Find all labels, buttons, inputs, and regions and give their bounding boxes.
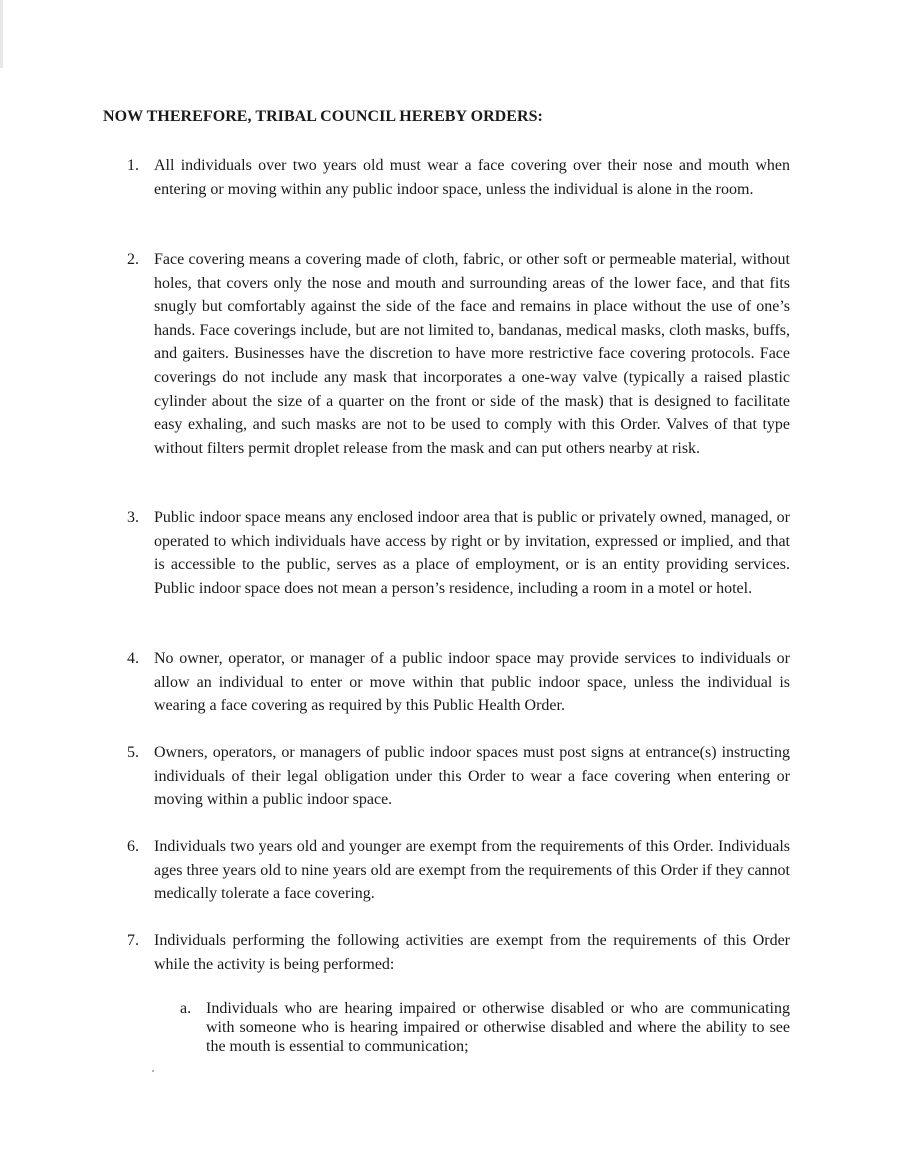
item-number: 5. xyxy=(127,744,139,761)
scan-speck xyxy=(152,1070,154,1072)
order-item-6 xyxy=(127,835,790,906)
scan-edge-mark xyxy=(0,0,3,68)
item-text: No owner, operator, or manager of a public indoor space may provide services to individuals or allow an individual to enter or move within that public indoor space, unless the individual is wearing a face covering as required by this Public Health Order. xyxy=(154,650,790,715)
item-number: 7. xyxy=(127,932,139,949)
subitem-text: Individuals who are hearing impaired or otherwise disabled or who are communicating with someone who is hearing impaired or otherwise disabled and where the ability to see the mouth is essential to communication; xyxy=(206,1000,790,1055)
item-text: All individuals over two years old must wear a face covering over their nose and mouth when entering or moving within any public indoor space, unless the individual is alone in the room. xyxy=(154,157,790,198)
order-item-5 xyxy=(127,741,790,812)
order-item-4 xyxy=(127,647,790,718)
item-text: Individuals two years old and younger are exempt from the requirements of this Order. Individuals ages three years old to nine years old are exempt from the requirements of this Order if they cannot medically tolerate a face covering. xyxy=(154,838,790,903)
item-number: 2. xyxy=(127,251,139,268)
order-item-2 xyxy=(127,248,790,460)
item-text: Public indoor space means any enclosed indoor area that is public or privately owned, managed, or operated to which individuals have access by right or by invitation, expressed or implied, and that is accessible to the public, serves as a place of employment, or is an entity providing services. Public indoor space does not mean a person’s residence, including a room in a motel or hotel. xyxy=(154,509,790,597)
order-item-1 xyxy=(127,154,790,201)
item-number: 1. xyxy=(127,157,139,174)
subitem-letter: a. xyxy=(180,1000,192,1017)
item-text: Face covering means a covering made of cloth, fabric, or other soft or permeable material, without holes, that covers only the nose and mouth and surrounding areas of the lower face, and that fits snugly but comfortably against the side of the face and remains in place without the use of one’s hands. Face coverings include, but are not limited to, bandanas, medical masks, cloth masks, buffs, and gaiters. Businesses have the discretion to have more restrictive face covering protocols. Face coverings do not include any mask that incorporates a one-way valve (typically a raised plastic cylinder about the size of a quarter on the front or side of the mask) that is designed to facilitate easy exhaling, and such masks are not to be used to comply with this Order. Valves of that type without filters permit droplet release from the mask and can put others nearby at risk. xyxy=(154,251,790,457)
item-number: 4. xyxy=(127,650,139,667)
item-text: Owners, operators, or managers of public indoor spaces must post signs at entrance(s) instructing individuals of their legal obligation under this Order to wear a face covering when entering or moving within a public indoor space. xyxy=(154,744,790,809)
order-item-7 xyxy=(127,929,790,976)
item-number: 3. xyxy=(127,509,139,526)
order-subitem-a xyxy=(180,999,790,1056)
item-text: Individuals performing the following activities are exempt from the requirements of this Order while the activity is being performed: xyxy=(154,932,790,973)
item-number: 6. xyxy=(127,838,139,855)
order-heading: NOW THEREFORE, TRIBAL COUNCIL HEREBY ORDERS: xyxy=(103,108,543,125)
order-item-3 xyxy=(127,506,790,600)
